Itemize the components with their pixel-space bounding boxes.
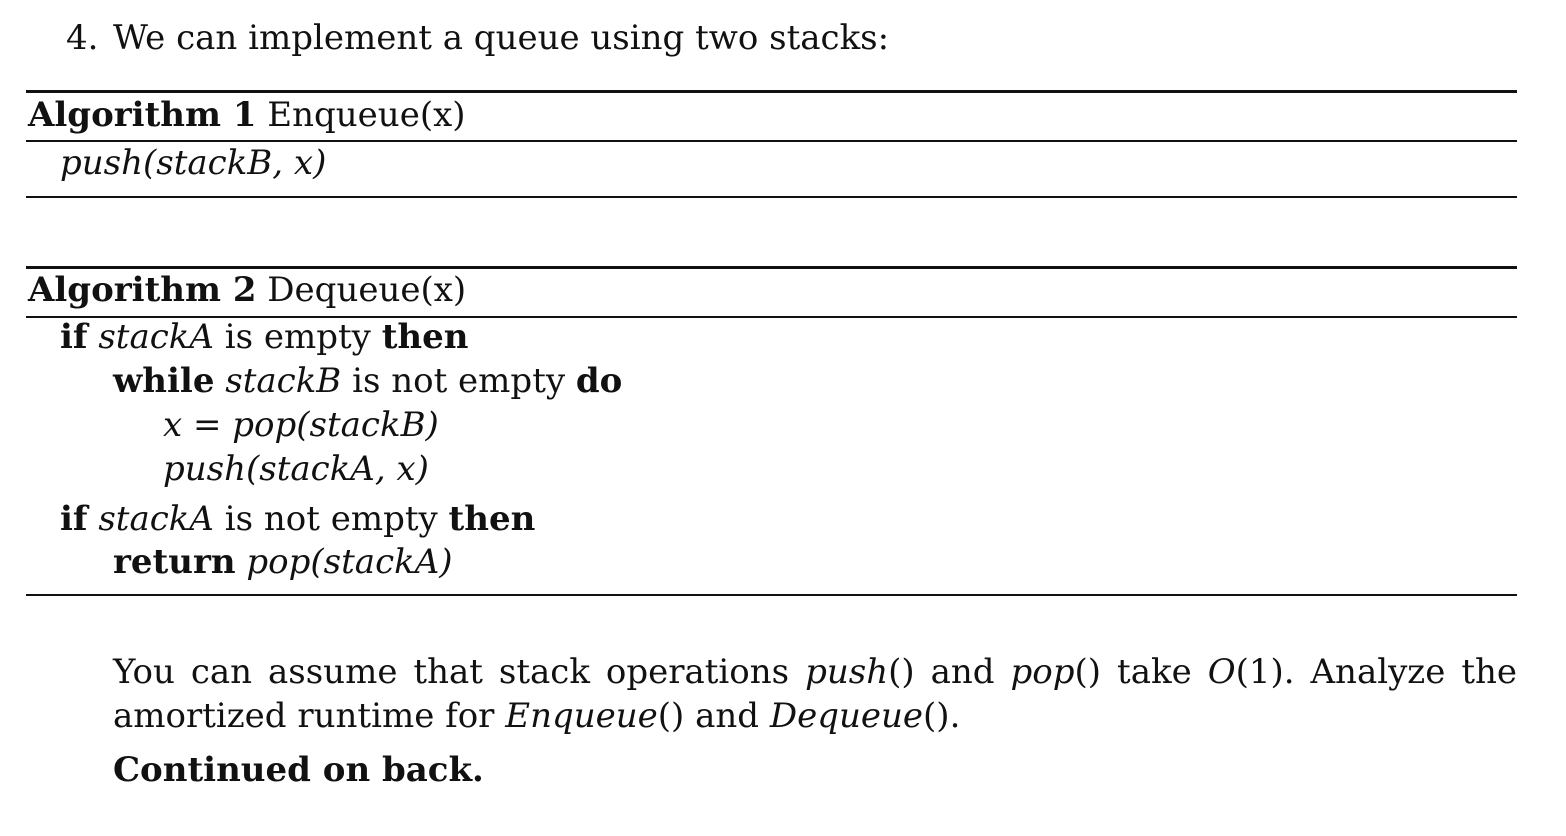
keyword-return: return: [113, 542, 236, 582]
condition-text: is not empty: [224, 499, 438, 539]
algorithm1-line-push: push(stackB, x): [60, 143, 327, 183]
algorithm2-bottom-rule: [26, 594, 1517, 596]
push-function: push: [805, 652, 889, 692]
paragraph-text: You can assume that stack operations: [113, 652, 806, 692]
algorithm2-label: Algorithm 2: [28, 270, 257, 310]
algorithm2-line-if-empty: [60, 317, 469, 357]
paragraph-text: () and: [888, 652, 1011, 692]
condition-text: is empty: [224, 317, 371, 357]
question-number: 4.: [66, 18, 99, 58]
dequeue-function: Dequeue: [769, 696, 924, 736]
keyword-while: while: [113, 361, 215, 401]
paragraph-text: ().: [923, 696, 961, 736]
algorithm2-line-push: push(stackA, x): [163, 449, 429, 489]
paragraph-text: (1). Analyze the amortized runtime for: [113, 652, 1518, 736]
algorithm1-label: Algorithm 1: [28, 95, 257, 135]
algorithm2-title: Dequeue(x): [267, 270, 467, 310]
paragraph-text: () take: [1074, 652, 1208, 692]
algorithm2-header: [28, 270, 466, 310]
algorithm1-header-rule: [26, 140, 1517, 142]
keyword-then: then: [381, 317, 469, 357]
algorithm2-line-pop: x = pop(stackB): [163, 405, 439, 445]
condition-text: is not empty: [352, 361, 566, 401]
enqueue-function: Enqueue: [505, 696, 658, 736]
algorithm2-line-while: [113, 361, 622, 401]
algorithm2-line-if-not-empty: [60, 499, 535, 539]
paragraph-text: () and: [657, 696, 770, 736]
keyword-do: do: [575, 361, 623, 401]
algorithm1-bottom-rule: [26, 196, 1517, 198]
variable-stackA: stackA: [98, 317, 214, 357]
algorithm1-header: [28, 95, 466, 135]
algorithm1-top-rule: [26, 90, 1517, 93]
keyword-then: then: [448, 499, 536, 539]
variable-stackA: stackA: [98, 499, 214, 539]
keyword-if: if: [60, 499, 88, 539]
continued-on-back: Continued on back.: [113, 750, 484, 790]
algorithm2-top-rule: [26, 266, 1517, 269]
big-o: O: [1207, 652, 1236, 692]
keyword-if: if: [60, 317, 88, 357]
question-intro: We can implement a queue using two stacks:: [113, 18, 890, 58]
algorithm1-title: Enqueue(x): [267, 95, 466, 135]
pop-function: pop: [1010, 652, 1075, 692]
return-expression: pop(stackA): [246, 542, 453, 582]
algorithm2-line-return: [113, 542, 453, 582]
variable-stackB: stackB: [225, 361, 342, 401]
question-paragraph: [113, 650, 1517, 738]
